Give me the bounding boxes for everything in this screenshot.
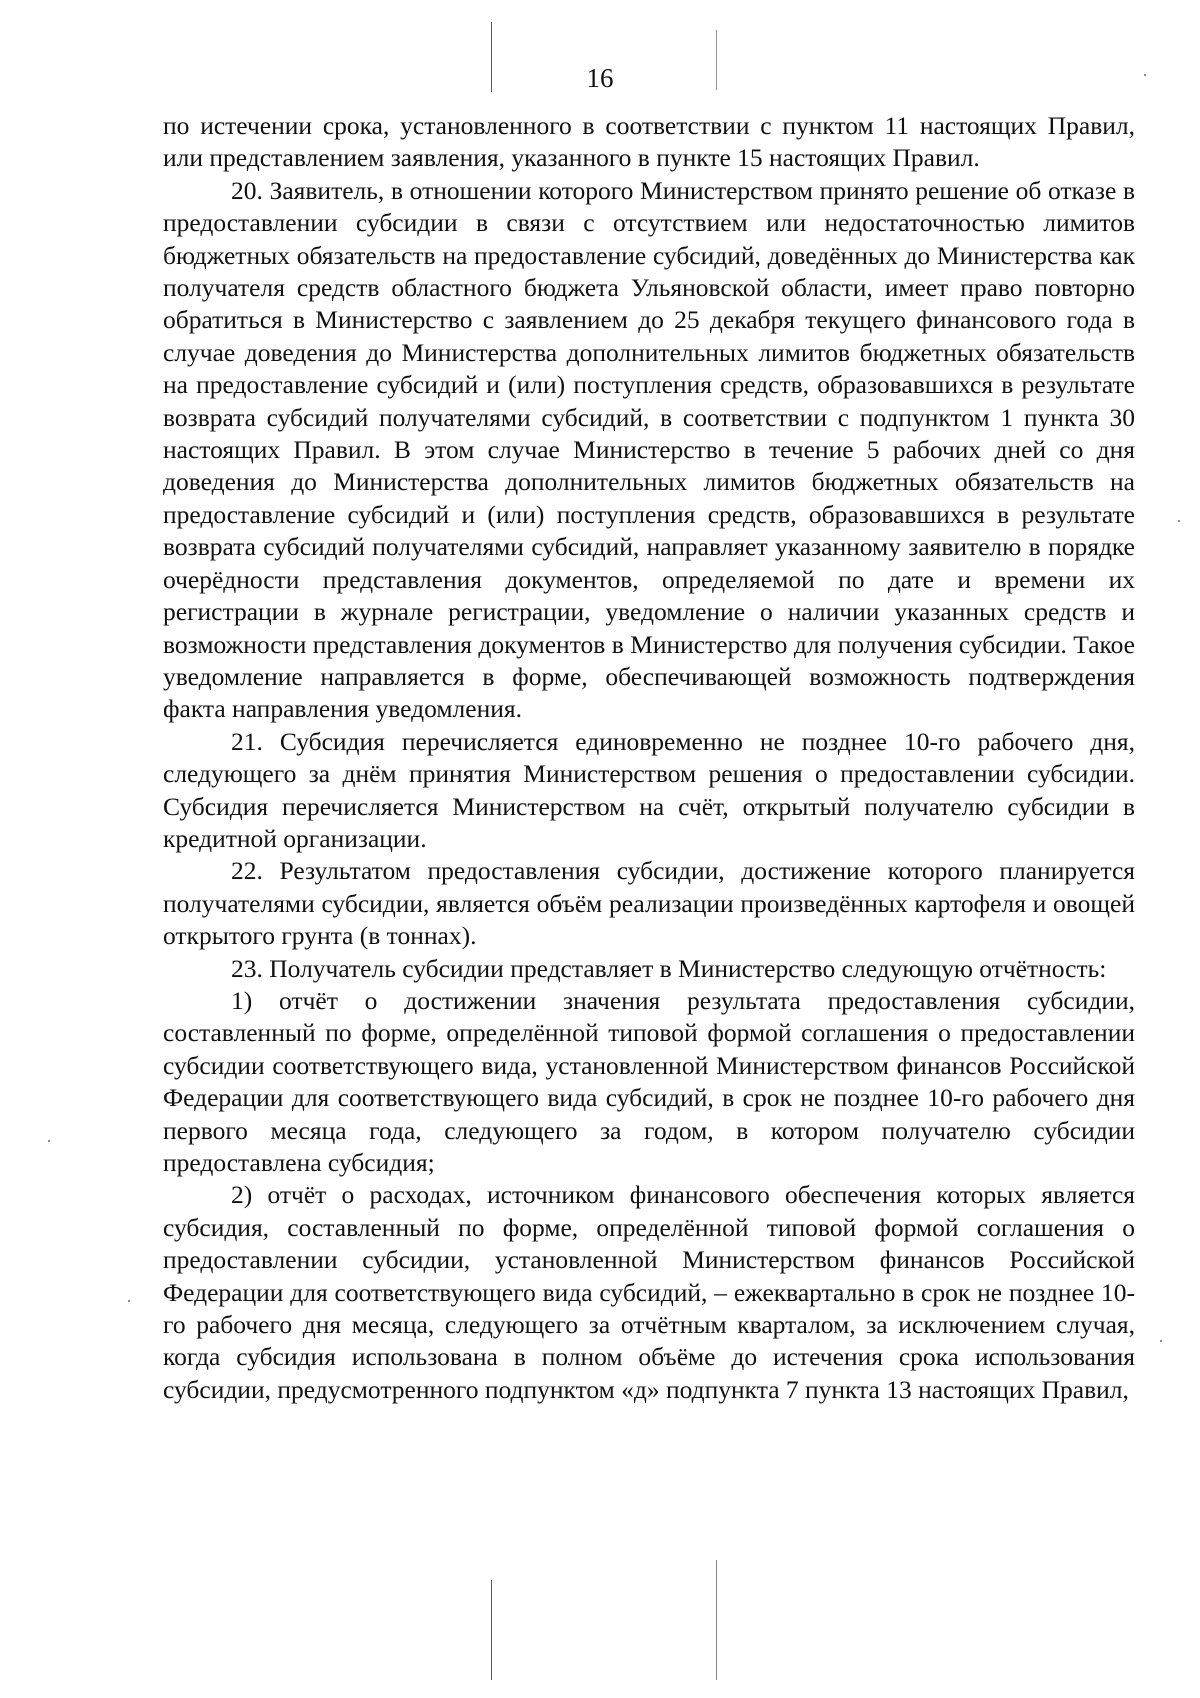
paragraph-continuation: по истечении срока, установленного в соответствии с пунктом 11 настоящих Правил, или представлением заявления, указанного в пункте 15 настоящих Правил. [163, 111, 1135, 173]
scan-artifact-dot [48, 1140, 50, 1142]
paragraph-21: 21. Субсидия перечисляется единовременно не позднее 10-го рабочего дня, следующего за днём принятия Министерством решения о предоставлении субсидии. Субсидия перечисляется Министерством на счёт, открытый получателю субсидии в кредитной организации. [163, 726, 1135, 853]
scan-artifact-line [716, 1560, 717, 1680]
scan-artifact-dot [1178, 520, 1180, 522]
paragraph-23: 23. Получатель субсидии представляет в Министерство следующую отчётность: [231, 953, 1107, 983]
scan-artifact-dot [128, 1300, 130, 1302]
scan-artifact-line [491, 1580, 492, 1680]
document-body [163, 110, 1135, 1406]
scan-artifact-dot [1160, 1340, 1162, 1342]
paragraph-22: 22. Результатом предоставления субсидии, достижение которого планируется получателями субсидии, является объём реализации произведённых картофеля и овощей открытого грунта (в тоннах). [163, 856, 1135, 951]
paragraph-23-item-2: 2) отчёт о расходах, источником финансового обеспечения которых является субсидия, составленный по форме, определённой типовой формой соглашения о предоставлении субсидии, установленной Министерством финансов Российской Федерации для соответствующего вида субсидий, – ежеквартально в срок не позднее 10-го рабочего дня месяца, следующего за отчётным кварталом, за исключением случая, когда субсидия использована в полном объёме до истечения срока использования субсидии, предусмотренного подпунктом «д» подпункта 7 пункта 13 настоящих Правил, [163, 1180, 1135, 1404]
paragraph-20: 20. Заявитель, в отношении которого Министерством принято решение об отказе в предоставлении субсидии в связи с отсутствием или недостаточностью лимитов бюджетных обязательств на предоставление субсидий, доведённых до Министерства как получателя средств областного бюджета Ульяновской области, имеет право повторно обратиться в Министерство с заявлением до 25 декабря текущего финансового года в случае доведения до Министерства дополнительных лимитов бюджетных обязательств на предоставление субсидий и (или) поступления средств, образовавшихся в результате возврата субсидий получателями субсидий, в соответствии с подпунктом 1 пункта 30 настоящих Правил. В этом случае Министерство в течение 5 рабочих дней со дня доведения до Министерства дополнительных лимитов бюджетных обязательств на предоставление субсидий и (или) поступления средств, образовавшихся в результате возврата субсидий получателями субсидий, направляет указанному заявителю в порядке очерёдности представления документов, определяемой по дате и времени их регистрации в журнале регистрации, уведомление о наличии указанных средств и возможности представления документов в Министерство для получения субсидии. Такое уведомление направляется в форме, обеспечивающей возможность подтверждения факта направления уведомления. [163, 175, 1135, 724]
page-number: 16 [586, 63, 614, 93]
paragraph-23-item-1: 1) отчёт о достижении значения результата предоставления субсидии, составленный по форме, определённой типовой формой соглашения о предоставлении субсидии соответствующего вида, установленной Министерством финансов Российской Федерации для соответствующего вида субсидий, в срок не позднее 10-го рабочего дня первого месяца года, следующего за годом, в котором получателю субсидии предоставлена субсидия; [163, 985, 1135, 1177]
